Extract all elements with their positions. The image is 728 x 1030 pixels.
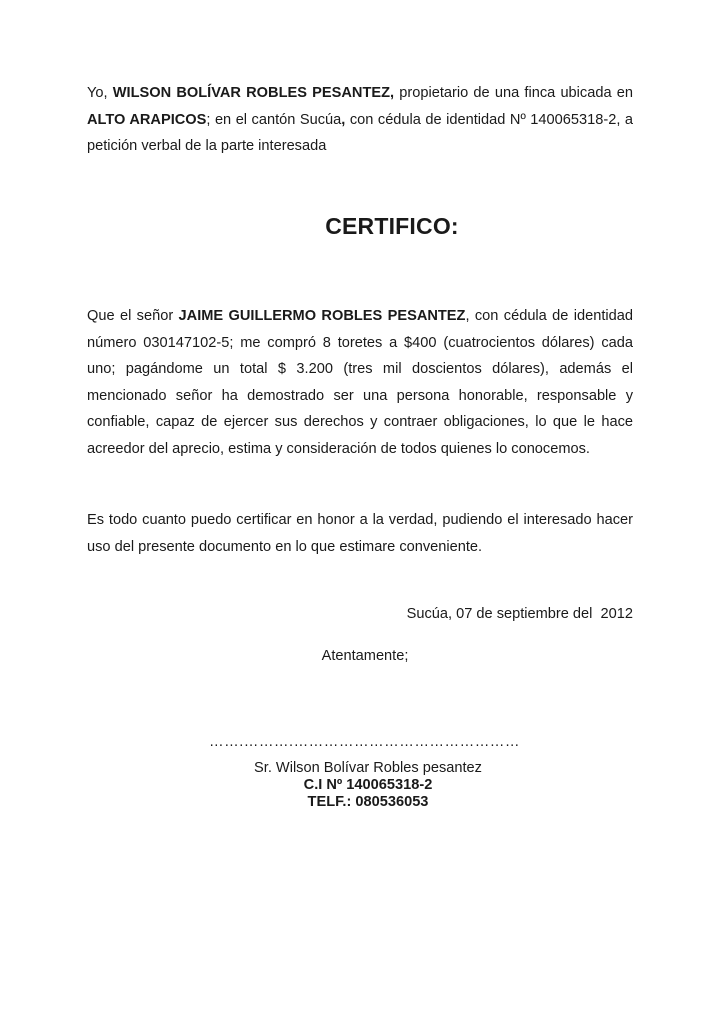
closing-salutation: Atentamente; bbox=[321, 648, 409, 664]
intro-text-2: propietario de una finca ubicada en bbox=[394, 85, 633, 101]
intro-text-1: Yo, bbox=[87, 85, 113, 101]
intro-text-4: con cédula de identidad Nº 140065318-2, a petición verbal de la parte interesada bbox=[87, 111, 634, 155]
signature-line: …….……….……………………………………… bbox=[209, 734, 520, 750]
owner-name: WILSON BOLÍVAR ROBLES PESANTEZ, bbox=[112, 85, 395, 101]
intro-comma: , bbox=[341, 111, 346, 128]
signer-name: Sr. Wilson Bolívar Robles pesantez bbox=[254, 760, 482, 776]
farm-location: ALTO ARAPICOS bbox=[87, 111, 207, 128]
body1-text-2: , con cédula de identidad número 030147102-5; me compró 8 toretes a $400 (cuatrocientos dólares) cada uno; pagándome un total $ 3.200 (tres mil doscientos dólares), además el mencionado señor ha demostrado ser una persona honorable, responsable y confiable, capaz de ejercer sus derechos y contraer obligaciones, lo que le hace acreedor del aprecio, estima y consideración de todos quienes lo conocemos. bbox=[87, 308, 633, 457]
signature-block bbox=[0, 760, 728, 811]
document-title: CERTIFICO: bbox=[325, 213, 459, 239]
closing-paragraph: Es todo cuanto puedo certificar en honor a la verdad, pudiendo el interesado hacer uso del presente documento en lo que estimare conveniente. bbox=[87, 512, 633, 555]
signer-id: C.I Nº 140065318-2 bbox=[303, 777, 433, 793]
certification-paragraph bbox=[87, 303, 633, 463]
body1-text-1: Que el señor bbox=[87, 308, 179, 324]
signer-phone: TELF.: 080536053 bbox=[307, 794, 429, 810]
beneficiary-name: JAIME GUILLERMO ROBLES PESANTEZ bbox=[178, 308, 466, 324]
intro-text-3: ; en el cantón Sucúa bbox=[206, 111, 342, 128]
date-line: Sucúa, 07 de septiembre del 2012 bbox=[406, 606, 633, 622]
intro-paragraph bbox=[87, 80, 633, 160]
